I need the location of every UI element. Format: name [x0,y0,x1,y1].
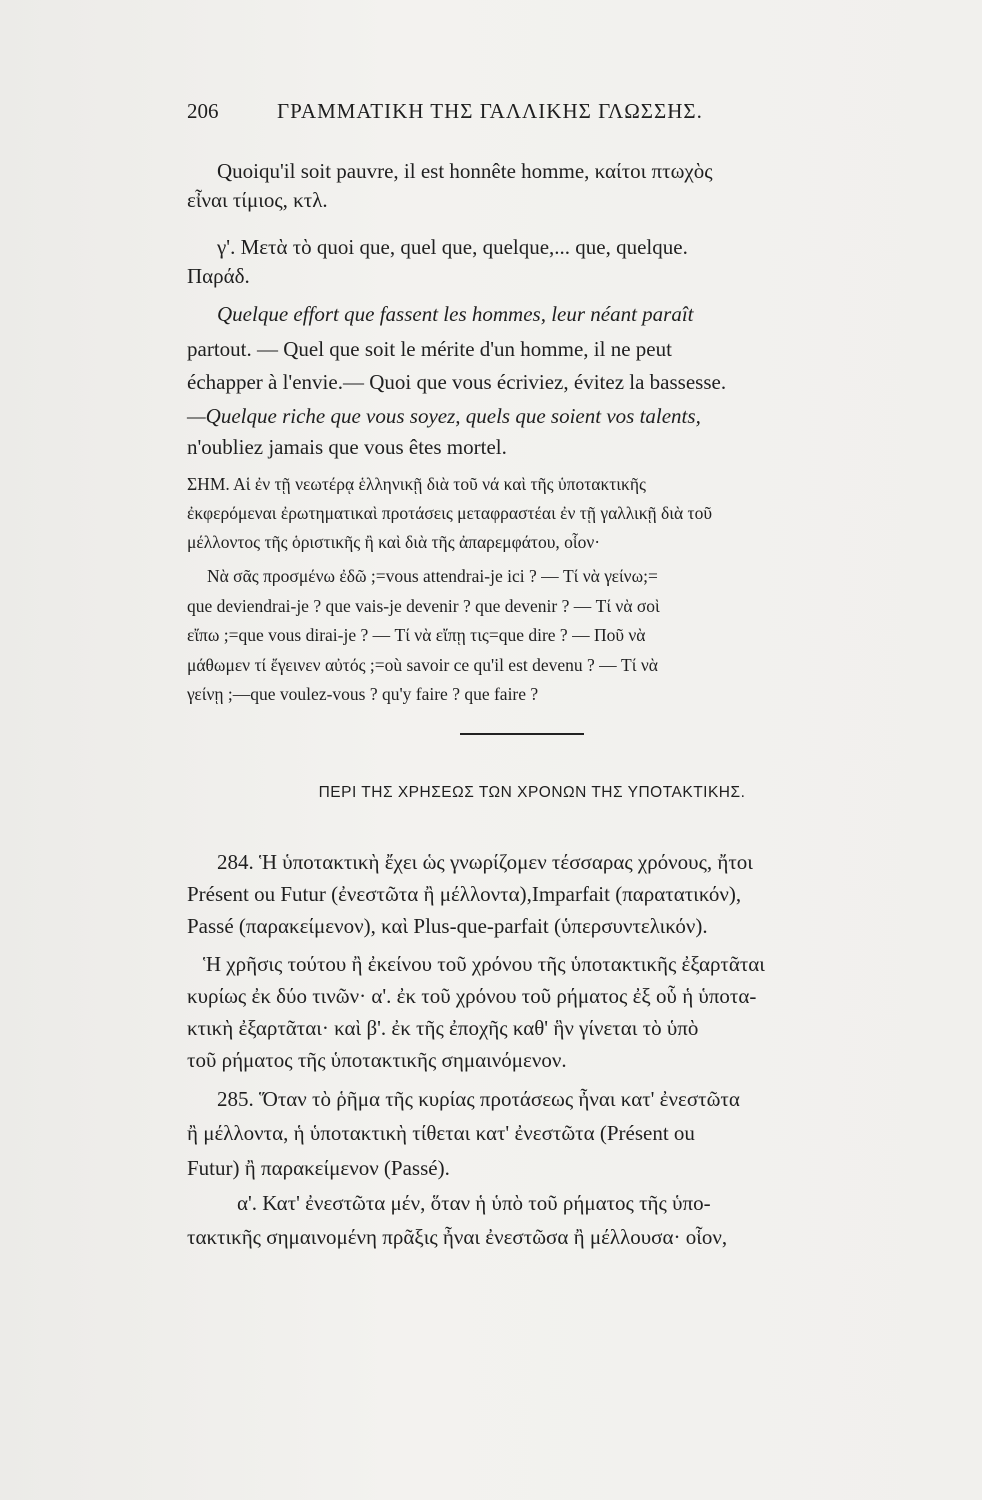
note-line: que deviendrai-je ? que vais-je devenir ? que devenir ? — Τί νὰ σοὶ [187,596,660,616]
text-line: Quoiqu'il soit pauvre, il est honnête homme, καίτοι πτωχὸς [217,159,713,183]
example-line: partout. — Quel que soit le mérite d'un homme, il ne peut [187,337,672,361]
text-line: ἢ μέλλοντα, ἡ ὑποτακτικὴ τίθεται κατ' ἐνεστῶτα (Présent ou [187,1121,695,1145]
text-line: Présent ou Futur (ἐνεστῶτα ἢ μέλλοντα),Imparfait (παρατατικόν), [187,882,742,906]
note-line: ἐκφερόμεναι ἐρωτηματικαὶ προτάσεις μεταφραστέαι ἐν τῇ γαλλικῇ διὰ τοῦ [187,503,712,523]
note-line: ΣΗΜ. Αἱ ἐν τῇ νεωτέρᾳ ἑλληνικῇ διὰ τοῦ νά καὶ τῆς ὑποτακτικῆς [187,474,646,494]
text-line: τακτικῆς σημαινομένη πρᾶξις ἦναι ἐνεστῶσα ἢ μέλλουσα· οἷον, [187,1225,728,1249]
text-line: 285. Ὅταν τὸ ῥῆμα τῆς κυρίας προτάσεως ἦναι κατ' ἐνεστῶτα [217,1087,740,1111]
text-line: τοῦ ρήματος τῆς ὑποτακτικῆς σημαινόμενον. [187,1048,567,1072]
note-line: γείνῃ ;—que voulez-vous ? qu'y faire ? que faire ? [187,684,539,704]
note-line: εἴπω ;=que vous dirai-je ? — Τί νὰ εἴπῃ τις=que dire ? — Ποῦ νὰ [187,625,646,645]
running-title: ΓΡΑΜΜΑΤΙΚΗ ΤΗΣ ΓΑΛΛΙΚΗΣ ΓΛΩΣΣΗΣ. [277,99,703,123]
text-line: Passé (παρακείμενον), καὶ Plus-que-parfait (ὑπερσυντελικόν). [187,914,708,938]
note-line: μέλλοντος τῆς ὁριστικῆς ἢ καὶ διὰ τῆς ἀπαρεμφάτου, οἷον· [187,532,601,552]
section-divider [460,733,584,735]
page-header [187,97,877,125]
text-line: κτικὴ ἐξαρτᾶται· καὶ β'. ἐκ τῆς ἐποχῆς καθ' ἣν γίνεται τὸ ὑπὸ [187,1016,699,1040]
example-line: n'oubliez jamais que vous êtes mortel. [187,435,507,459]
text-line: Futur) ἢ παρακείμενον (Passé). [187,1156,450,1180]
text-line: Ἡ χρῆσις τούτου ἢ ἐκείνου τοῦ χρόνου τῆς ὑποτακτικῆς ἐξαρτᾶται [203,952,765,976]
text-line: κυρίως ἐκ δύο τινῶν· α'. ἐκ τοῦ χρόνου τοῦ ρήματος ἐξ οὗ ἡ ὑποτα- [187,984,757,1008]
note-line: μάθωμεν τί ἔγεινεν αὐτός ;=où savoir ce qu'il est devenu ? — Τί νὰ [187,655,658,675]
note-line: Νὰ σᾶς προσμένω ἐδῶ ;=vous attendrai-je ici ? — Τί νὰ γείνω;= [207,566,658,586]
text-line: α'. Κατ' ἐνεστῶτα μέν, ὅταν ἡ ὑπὸ τοῦ ρήματος τῆς ὑπο- [237,1191,711,1215]
example-line: échapper à l'envie.— Quoi que vous écriviez, évitez la bassesse. [187,370,727,394]
text-line: 284. Ἡ ὑποτακτικὴ ἔχει ὡς γνωρίζομεν τέσσαρας χρόνους, ἤτοι [217,850,753,874]
text-line: γ'. Μετὰ τὸ quoi que, quel que, quelque,... que, quelque. [217,235,688,259]
text-line: Παράδ. [187,264,250,288]
page-number: 206 [187,99,219,123]
text-line: εἶναι τίμιος, κτλ. [187,188,328,212]
section-title: ΠΕΡΙ ΤΗΣ ΧΡΗΣΕΩΣ ΤΩΝ ΧΡΟΝΩΝ ΤΗΣ ΥΠΟΤΑΚΤΙΚΗΣ. [318,784,746,801]
example-line: —Quelque riche que vous soyez, quels que soient vos talents, [187,404,701,428]
example-line: Quelque effort que fassent les hommes, leur néant paraît [217,302,694,326]
